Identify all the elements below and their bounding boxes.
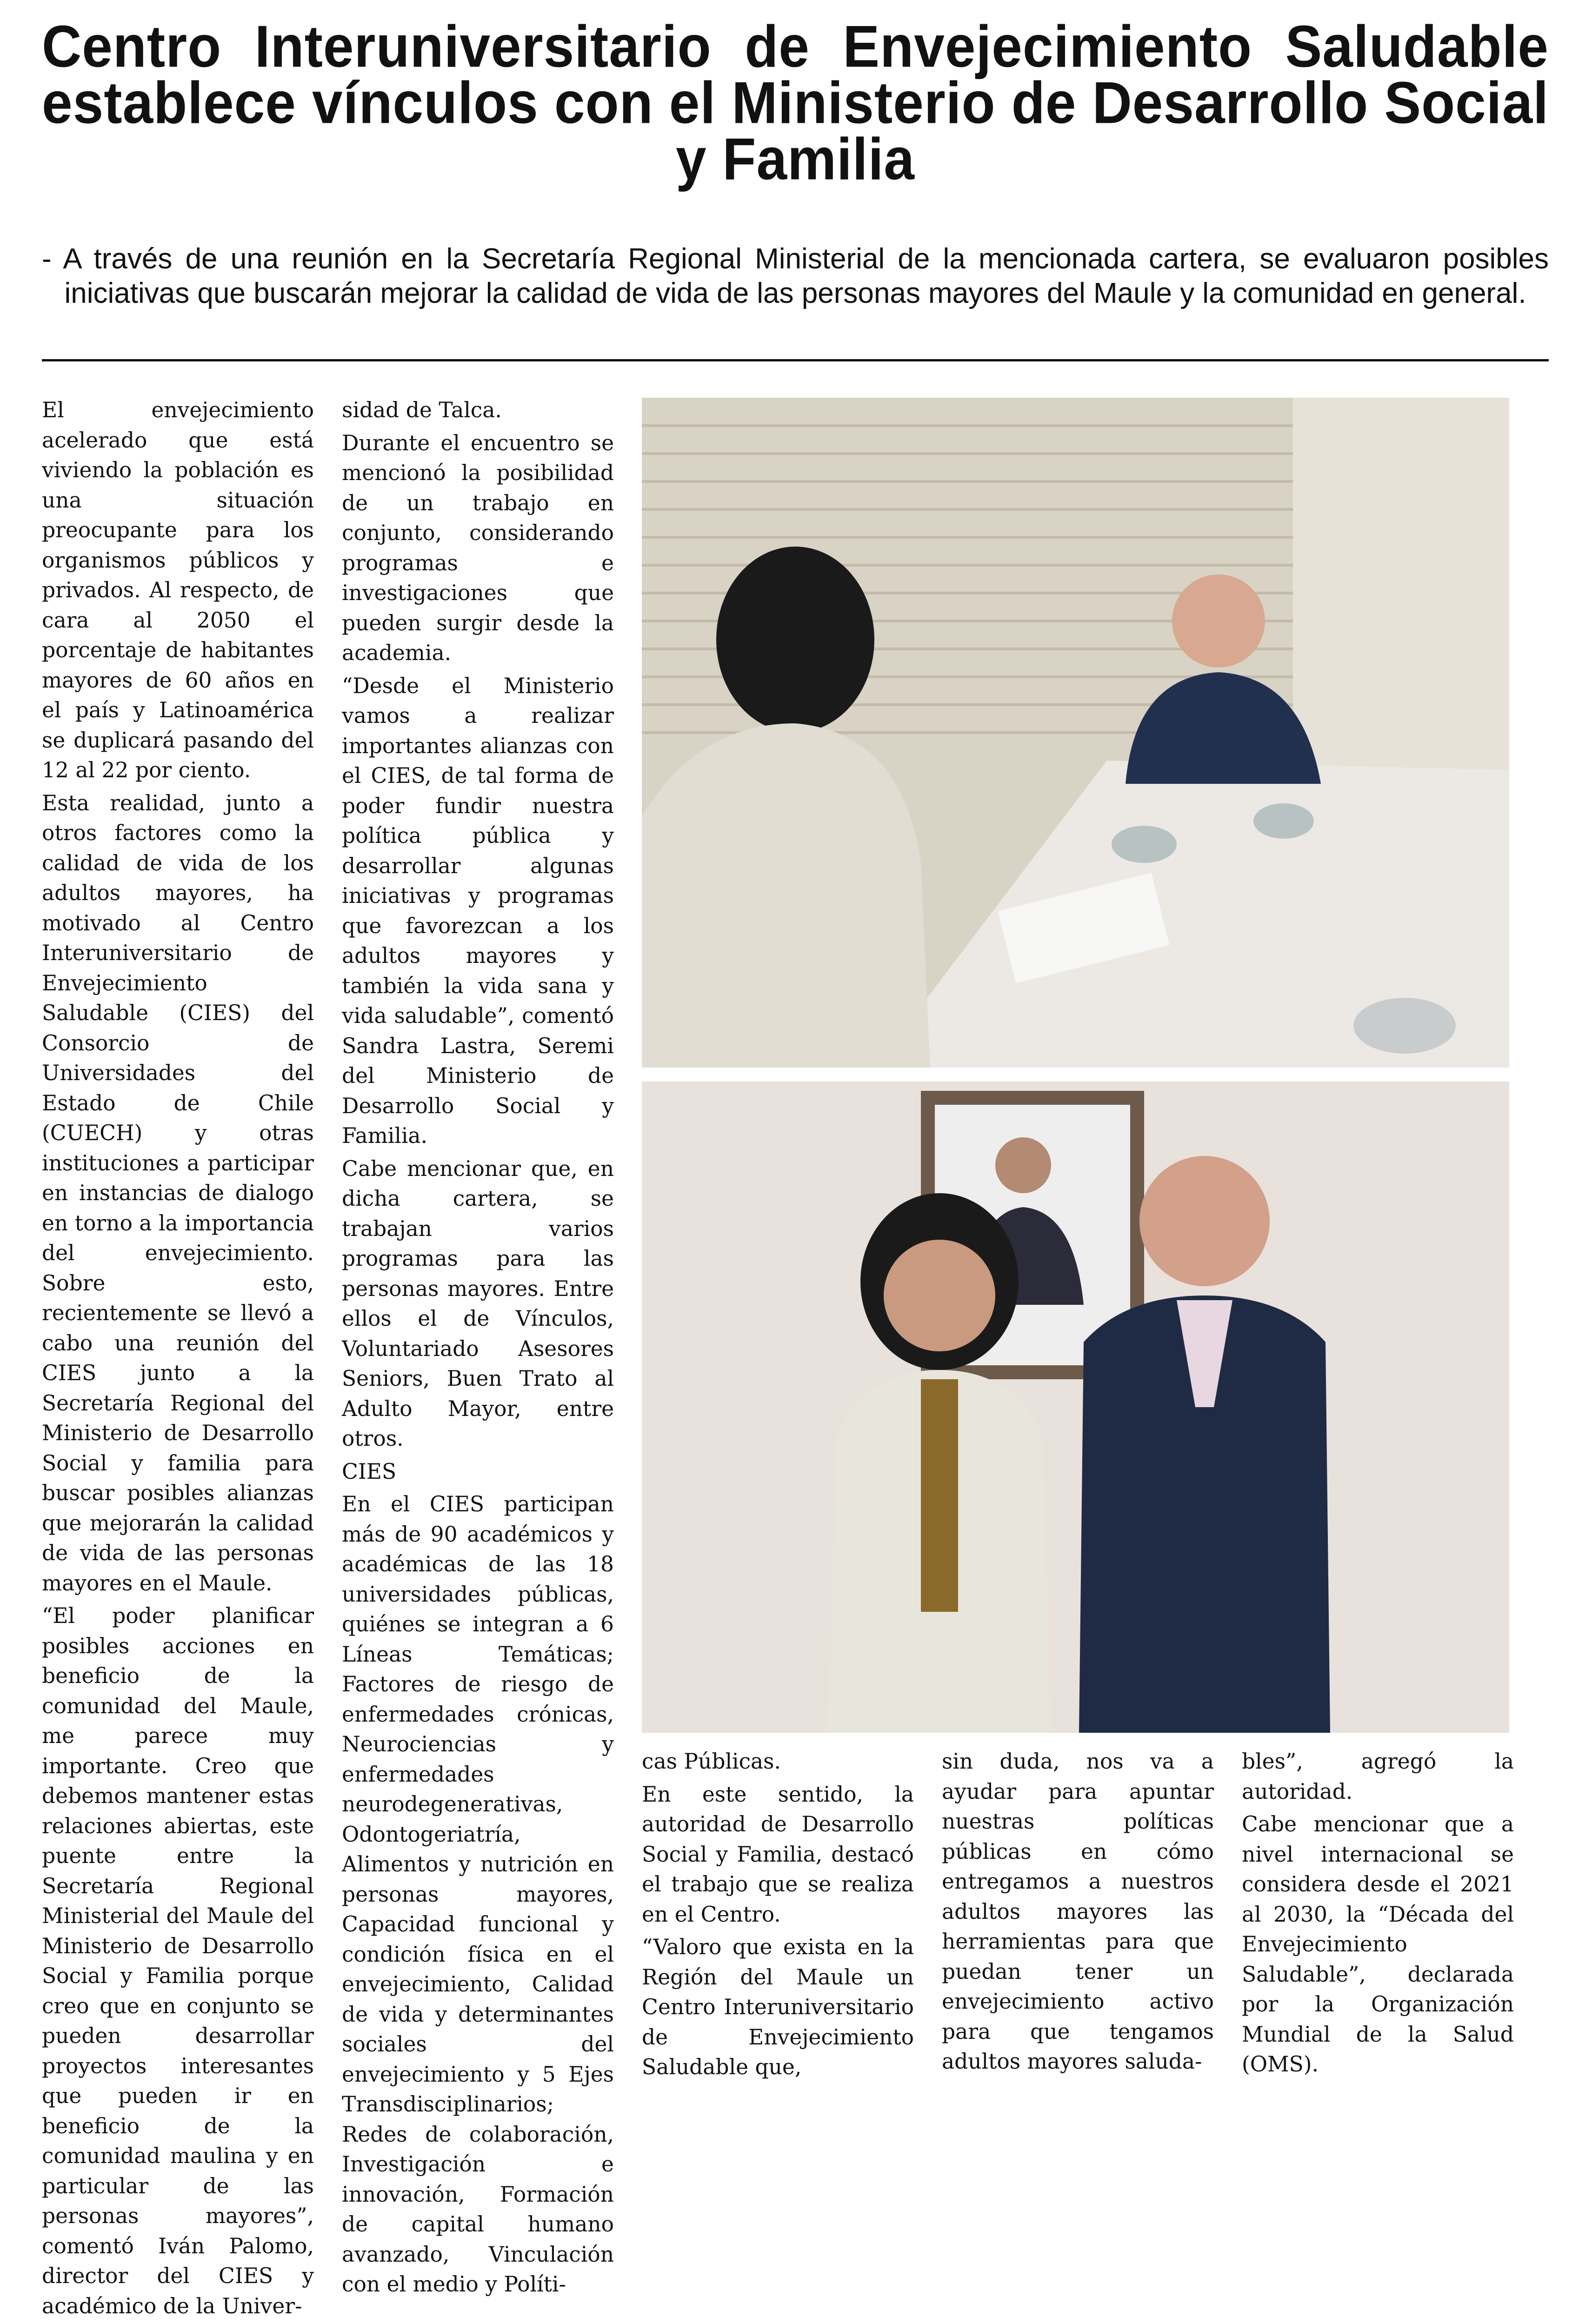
- paragraph: En este sentido, la autoridad de Desarrollo Social y Familia, destacó el trabajo que se realiza en el Centro.: [642, 1782, 914, 1927]
- paragraph: sin duda, nos va a ayudar para apuntar nuestras políticas públicas en cómo entregamos a nuestros adultos mayores las herramientas para que puedan tener un envejecimiento activo para que tengamos adultos mayores saluda-: [942, 1749, 1214, 2074]
- headline: Centro Interuniversitario de Envejecimiento Saludable establece vínculos con el Ministerio de Desarrollo Social y Familia: [42, 13, 1549, 193]
- meeting-photo: [642, 398, 1509, 1068]
- divider-rule: [42, 359, 1549, 361]
- column-5: [1242, 1747, 1514, 2083]
- column-2: [342, 395, 614, 2303]
- subtitle: - A través de una reunión en la Secretaría Regional Ministerial de la mencionada cartera, se evaluaron posibles iniciativas que buscarán mejorar la calidad de vida de las personas mayores del Maule y la comunidad en general.: [42, 243, 1549, 309]
- paragraph: Esta realidad, junto a otros factores como la calidad de vida de los adultos mayores, ha motivado al Centro Interuniversitario de Envejecimiento Saludable (CIES) del Consorcio de Universidades del Estado de Chile (CUECH) y otras instituciones a participar en instancias de dialogo en torno a la importancia del envejecimiento. Sobre esto, recientemente se llevó a cabo una reunión del CIES junto a la Secretaría Regional del Ministerio de Desarrollo Social y familia para buscar posibles alianzas que mejorarán la calidad de vida de las personas mayores en el Maule.: [42, 790, 314, 1596]
- paragraph: bles”, agregó la autoridad.: [1242, 1749, 1514, 1804]
- woman-figure: [828, 1193, 1051, 1733]
- paragraph: Cabe mencionar que, en dicha cartera, se trabajan varios programas para las personas mayores. Entre ellos el de Vínculos, Voluntariado Asesores Seniors, Buen Trato al Adulto Mayor, entre otros.: [342, 1156, 614, 1451]
- paragraph: cas Públicas.: [642, 1749, 781, 1774]
- paragraph: Durante el encuentro se mencionó la posibilidad de un trabajo en conjunto, considerando programas e investigaciones que pueden surgir desde la academia.: [342, 430, 614, 665]
- paragraph: En el CIES participan más de 90 académicos y académicas de las 18 universidades públicas, quiénes se integran a 6 Líneas Temáticas; Factores de riesgo de enfermedades crónicas, Neurociencias y enfermedades neurodegenerativas, Odontogeriatría, Alimentos y nutrición en personas mayores, Capacidad funcional y condición física en el envejecimiento, Calidad de vida y determinantes sociales del envejecimiento y 5 Ejes Transdisciplinarios; Redes de colaboración, Investigación e innovación, Formación de capital humano avanzado, Vinculación con el medio y Políti-: [342, 1492, 614, 2297]
- column-4: [942, 1747, 1214, 2080]
- column-1: [42, 395, 314, 2324]
- paragraph: “Valoro que exista en la Región del Maule un Centro Interuniversitario de Envejecimiento Saludable que,: [642, 1935, 914, 2079]
- section-heading: CIES: [342, 1459, 397, 1484]
- portrait-photo: [642, 1082, 1509, 1733]
- paragraph: Cabe mencionar que a nivel internacional se considera desde el 2021 al 2030, la “Década del Envejecimiento Saludable”, declarada por la Organización Mundial de la Salud (OMS).: [1242, 1812, 1514, 2077]
- column-3: [642, 1747, 914, 2085]
- paragraph: sidad de Talca.: [342, 398, 502, 422]
- paragraph: El envejecimiento acelerado que está viviendo la población es una situación preocupante para los organismos públicos y privados. Al respecto, de cara al 2050 el porcentaje de habitantes mayores de 60 años en el país y Latinoamérica se duplicará pasando del 12 al 22 por ciento.: [42, 398, 314, 782]
- paragraph: “El poder planificar posibles acciones en beneficio de la comunidad del Maule, me parece muy importante. Creo que debemos mantener estas relaciones abiertas, este puente entre la Secretaría Regional Ministerial del Maule del Ministerio de Desarrollo Social y Familia porque creo que en conjunto se pueden desarrollar proyectos interesantes que pueden ir en beneficio de la comunidad maulina y en particular de las personas mayores”, comentó Iván Palomo, director del CIES y académico de la Univer-: [42, 1603, 314, 2318]
- paragraph: “Desde el Ministerio vamos a realizar importantes alianzas con el CIES, de tal forma de poder fundir nuestra política pública y desarrollar algunas iniciativas y programas que favorezcan a los adultos mayores y también la vida sana y vida saludable”, comentó Sandra Lastra, Seremi del Ministerio de Desarrollo Social y Familia.: [342, 673, 614, 1148]
